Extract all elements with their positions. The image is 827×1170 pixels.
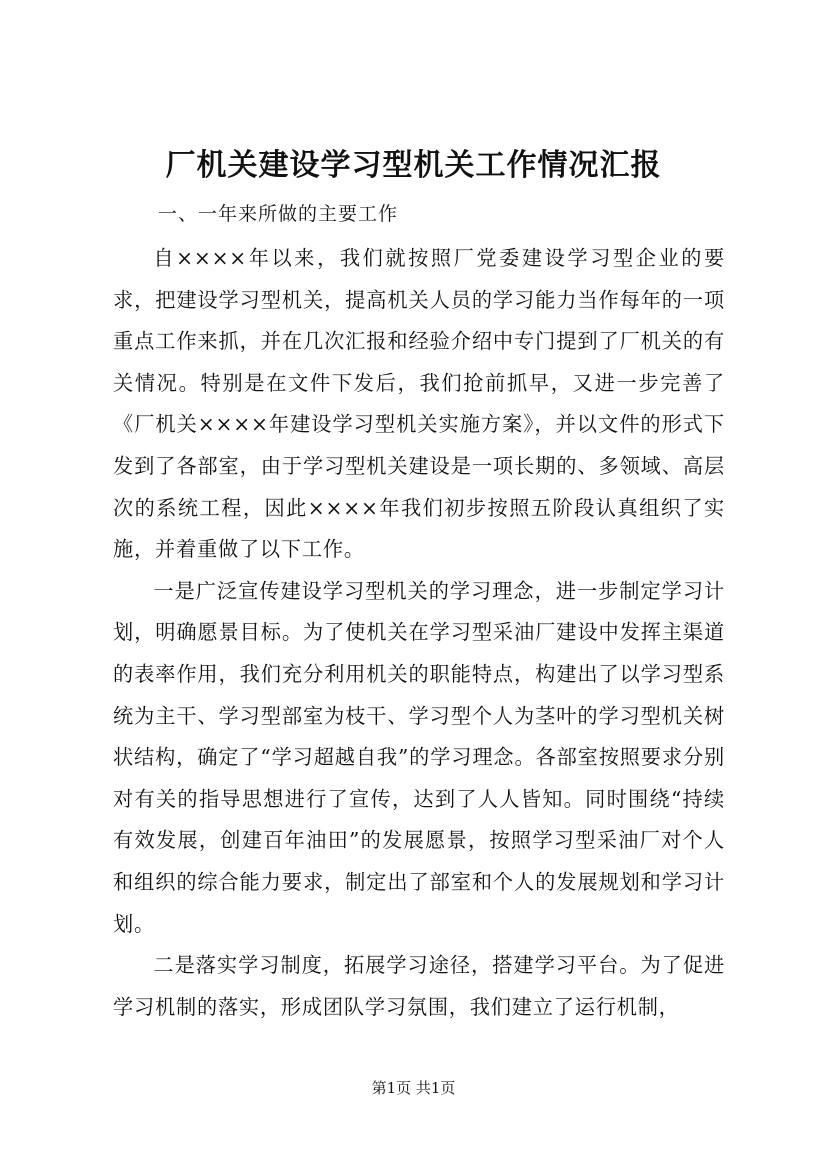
page-footer: 第1页 共1页 [371,1079,456,1097]
section-heading: 一、一年来所做的主要工作 [158,203,399,225]
body-paragraph: 一是广泛宣传建设学习型机关的学习理念，进一步制定学习计划，明确愿景目标。为了使机关在学习型采油厂建设中发挥主渠道的表率作用，我们充分利用机关的职能特点，构建出了以学习型系统为主干、学习型部室为枝干、学习型个人为茎叶的学习型机关树状结构，确定了“学习超越自我”的学习理念。各部室按照要求分别对有关的指导思想进行了宣传，达到了人人皆知。同时围绕“持续有效发展，创建百年油田”的发展愿景，按照学习型采油厂对个人和组织的综合能力要求，制定出了部室和个人的发展规划和学习计划。 [113,578,725,936]
body-paragraph: 二是落实学习制度，拓展学习途径，搭建学习平台。为了促进学习机制的落实，形成团队学习氛围，我们建立了运行机制， [113,953,725,1019]
body-paragraph: 自××××年以来，我们就按照厂党委建设学习型企业的要求，把建设学习型机关，提高机关人员的学习能力当作每年的一项重点工作来抓，并在几次汇报和经验介绍中专门提到了厂机关的有关情况。特别是在文件下发后，我们抢前抓早，又进一步完善了《厂机关××××年建设学习型机关实施方案》，并以文件的形式下发到了各部室，由于学习型机关建设是一项长期的、多领域、高层次的系统工程，因此××××年我们初步按照五阶段认真组织了实施，并着重做了以下工作。 [113,246,725,562]
document-body [113,238,725,1028]
document-title: 厂机关建设学习型机关工作情况汇报 [165,148,662,183]
